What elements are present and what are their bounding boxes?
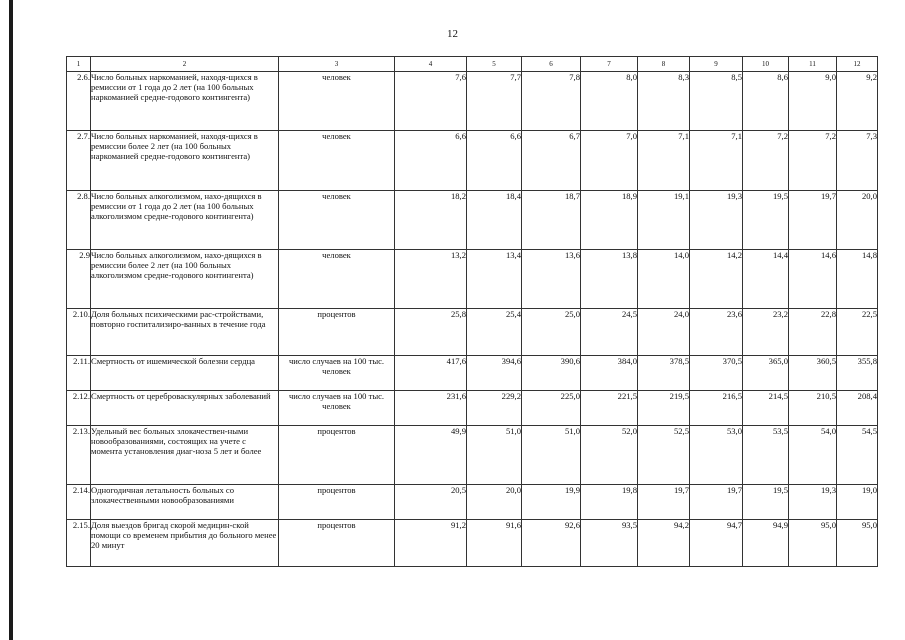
unit: человек xyxy=(279,72,395,131)
value-cell: 8,6 xyxy=(743,72,789,131)
column-number: 1 xyxy=(67,57,91,72)
unit: число случаев на 100 тыс. человек xyxy=(279,356,395,391)
value-cell: 210,5 xyxy=(789,391,837,426)
value-cell: 52,0 xyxy=(581,426,638,485)
value-cell: 7,8 xyxy=(522,72,581,131)
value-cell: 9,0 xyxy=(789,72,837,131)
value-cell: 52,5 xyxy=(638,426,690,485)
indicator-name: Доля выездов бригад скорой медицин-ской помощи со временем прибытия до больного менее 20 минут xyxy=(91,520,279,567)
value-cell: 19,7 xyxy=(789,191,837,250)
value-cell: 54,5 xyxy=(837,426,878,485)
value-cell: 94,9 xyxy=(743,520,789,567)
column-number: 9 xyxy=(690,57,743,72)
value-cell: 225,0 xyxy=(522,391,581,426)
value-cell: 7,1 xyxy=(690,131,743,191)
value-cell: 19,3 xyxy=(789,485,837,520)
value-cell: 54,0 xyxy=(789,426,837,485)
indicator-name: Число больных алкоголизмом, нахо-дящихся в ремиссии от 1 года до 2 лет (на 100 больных алкоголизмом средне-годового контингента) xyxy=(91,191,279,250)
value-cell: 378,5 xyxy=(638,356,690,391)
column-number: 2 xyxy=(91,57,279,72)
scan-edge xyxy=(9,0,13,640)
value-cell: 8,0 xyxy=(581,72,638,131)
value-cell: 214,5 xyxy=(743,391,789,426)
row-number: 2.13. xyxy=(67,426,91,485)
value-cell: 53,0 xyxy=(690,426,743,485)
row-number: 2.14. xyxy=(67,485,91,520)
value-cell: 18,4 xyxy=(467,191,522,250)
value-cell: 19,1 xyxy=(638,191,690,250)
value-cell: 7,6 xyxy=(395,72,467,131)
column-number: 8 xyxy=(638,57,690,72)
table-row xyxy=(67,485,878,520)
value-cell: 53,5 xyxy=(743,426,789,485)
value-cell: 20,5 xyxy=(395,485,467,520)
value-cell: 7,3 xyxy=(837,131,878,191)
column-number: 11 xyxy=(789,57,837,72)
column-number: 6 xyxy=(522,57,581,72)
value-cell: 49,9 xyxy=(395,426,467,485)
value-cell: 229,2 xyxy=(467,391,522,426)
value-cell: 25,8 xyxy=(395,309,467,356)
unit: человек xyxy=(279,131,395,191)
value-cell: 7,2 xyxy=(743,131,789,191)
table-row xyxy=(67,356,878,391)
value-cell: 22,8 xyxy=(789,309,837,356)
value-cell: 384,0 xyxy=(581,356,638,391)
indicator-name: Число больных алкоголизмом, нахо-дящихся в ремиссии более 2 лет (на 100 больных алкоголизмом средне-годового контингента) xyxy=(91,250,279,309)
value-cell: 19,3 xyxy=(690,191,743,250)
indicator-name: Удельный вес больных злокачествен-ными новообразованиями, состоящих на учете с момента установления диаг-ноза 5 лет и более xyxy=(91,426,279,485)
table-row xyxy=(67,131,878,191)
value-cell: 6,6 xyxy=(395,131,467,191)
value-cell: 51,0 xyxy=(467,426,522,485)
value-cell: 216,5 xyxy=(690,391,743,426)
value-cell: 13,8 xyxy=(581,250,638,309)
column-number: 3 xyxy=(279,57,395,72)
indicators-table xyxy=(66,56,878,567)
column-number: 10 xyxy=(743,57,789,72)
row-number: 2.12. xyxy=(67,391,91,426)
value-cell: 18,7 xyxy=(522,191,581,250)
column-number: 12 xyxy=(837,57,878,72)
value-cell: 14,6 xyxy=(789,250,837,309)
column-number: 5 xyxy=(467,57,522,72)
value-cell: 19,7 xyxy=(638,485,690,520)
value-cell: 20,0 xyxy=(837,191,878,250)
value-cell: 370,5 xyxy=(690,356,743,391)
table-row xyxy=(67,520,878,567)
value-cell: 13,6 xyxy=(522,250,581,309)
value-cell: 93,5 xyxy=(581,520,638,567)
value-cell: 23,2 xyxy=(743,309,789,356)
value-cell: 18,2 xyxy=(395,191,467,250)
value-cell: 14,4 xyxy=(743,250,789,309)
table-row xyxy=(67,391,878,426)
unit: процентов xyxy=(279,426,395,485)
unit: человек xyxy=(279,191,395,250)
value-cell: 8,3 xyxy=(638,72,690,131)
column-number: 4 xyxy=(395,57,467,72)
row-number: 2.8. xyxy=(67,191,91,250)
value-cell: 221,5 xyxy=(581,391,638,426)
value-cell: 6,6 xyxy=(467,131,522,191)
value-cell: 355,8 xyxy=(837,356,878,391)
value-cell: 14,8 xyxy=(837,250,878,309)
value-cell: 23,6 xyxy=(690,309,743,356)
indicator-name: Смертность от цереброваскулярных заболеваний xyxy=(91,391,279,426)
table-row xyxy=(67,250,878,309)
value-cell: 7,0 xyxy=(581,131,638,191)
unit: человек xyxy=(279,250,395,309)
value-cell: 95,0 xyxy=(837,520,878,567)
value-cell: 18,9 xyxy=(581,191,638,250)
indicator-name: Число больных наркоманией, находя-щихся в ремиссии от 1 года до 2 лет (на 100 больных наркоманией средне-годового контингента) xyxy=(91,72,279,131)
row-number: 2.10. xyxy=(67,309,91,356)
value-cell: 7,7 xyxy=(467,72,522,131)
value-cell: 360,5 xyxy=(789,356,837,391)
indicator-name: Доля больных психическими рас-стройствами, повторно госпитализиро-ванных в течение года xyxy=(91,309,279,356)
value-cell: 19,5 xyxy=(743,485,789,520)
value-cell: 92,6 xyxy=(522,520,581,567)
value-cell: 208,4 xyxy=(837,391,878,426)
value-cell: 94,7 xyxy=(690,520,743,567)
unit: число случаев на 100 тыс. человек xyxy=(279,391,395,426)
value-cell: 14,0 xyxy=(638,250,690,309)
value-cell: 8,5 xyxy=(690,72,743,131)
value-cell: 22,5 xyxy=(837,309,878,356)
unit: процентов xyxy=(279,520,395,567)
value-cell: 219,5 xyxy=(638,391,690,426)
value-cell: 51,0 xyxy=(522,426,581,485)
page-number: 12 xyxy=(447,28,458,40)
table-row xyxy=(67,191,878,250)
value-cell: 365,0 xyxy=(743,356,789,391)
value-cell: 19,8 xyxy=(581,485,638,520)
column-number-row xyxy=(67,57,878,72)
value-cell: 9,2 xyxy=(837,72,878,131)
value-cell: 19,0 xyxy=(837,485,878,520)
table-row xyxy=(67,72,878,131)
value-cell: 24,5 xyxy=(581,309,638,356)
value-cell: 91,6 xyxy=(467,520,522,567)
value-cell: 95,0 xyxy=(789,520,837,567)
value-cell: 24,0 xyxy=(638,309,690,356)
value-cell: 91,2 xyxy=(395,520,467,567)
value-cell: 13,4 xyxy=(467,250,522,309)
indicator-name: Одногодичная летальность больных со злокачественными новообразованиями xyxy=(91,485,279,520)
indicator-name: Смертность от ишемической болезни сердца xyxy=(91,356,279,391)
value-cell: 13,2 xyxy=(395,250,467,309)
value-cell: 417,6 xyxy=(395,356,467,391)
row-number: 2.15. xyxy=(67,520,91,567)
value-cell: 14,2 xyxy=(690,250,743,309)
value-cell: 231,6 xyxy=(395,391,467,426)
row-number: 2.6. xyxy=(67,72,91,131)
column-number: 7 xyxy=(581,57,638,72)
row-number: 2.11. xyxy=(67,356,91,391)
unit: процентов xyxy=(279,485,395,520)
value-cell: 7,1 xyxy=(638,131,690,191)
unit: процентов xyxy=(279,309,395,356)
row-number: 2.7. xyxy=(67,131,91,191)
value-cell: 20,0 xyxy=(467,485,522,520)
row-number: 2.9 xyxy=(67,250,91,309)
table-row xyxy=(67,309,878,356)
table-row xyxy=(67,426,878,485)
value-cell: 394,6 xyxy=(467,356,522,391)
value-cell: 19,7 xyxy=(690,485,743,520)
value-cell: 19,9 xyxy=(522,485,581,520)
value-cell: 25,4 xyxy=(467,309,522,356)
value-cell: 25,0 xyxy=(522,309,581,356)
indicator-name: Число больных наркоманией, находя-щихся в ремиссии более 2 лет (на 100 больных наркоманией средне-годового контингента) xyxy=(91,131,279,191)
value-cell: 94,2 xyxy=(638,520,690,567)
value-cell: 7,2 xyxy=(789,131,837,191)
value-cell: 390,6 xyxy=(522,356,581,391)
value-cell: 19,5 xyxy=(743,191,789,250)
value-cell: 6,7 xyxy=(522,131,581,191)
